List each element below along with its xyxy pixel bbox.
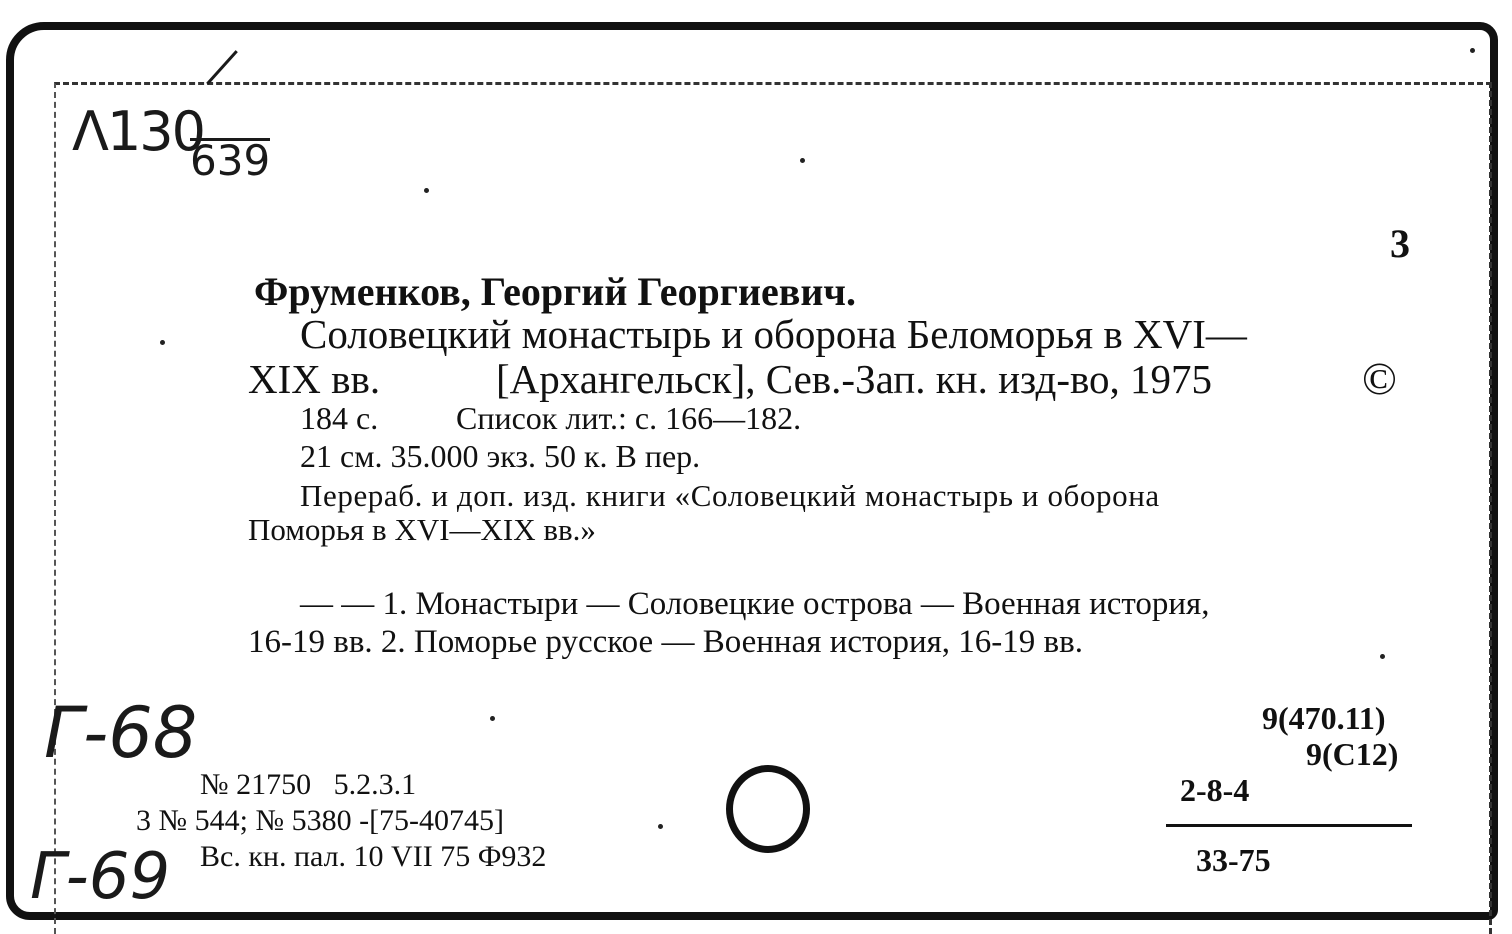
- bibliography: Список лит.: с. 166—182.: [456, 400, 802, 436]
- class-code-2: 9(С12): [1306, 736, 1399, 772]
- scan-speck: [800, 158, 805, 163]
- scan-speck: [490, 716, 495, 721]
- price-code: 33-75: [1196, 842, 1271, 878]
- author-heading: Фруменков, Георгий Георгиевич.: [254, 269, 856, 314]
- title-line-2: XIX вв.: [248, 356, 381, 402]
- pages: 184 с.: [300, 400, 379, 436]
- title-line-1: Соловецкий монастырь и оборона Беломорья в XVI—: [300, 311, 1247, 357]
- stamp-circle: [726, 765, 810, 853]
- format-line: 21 см. 35.000 экз. 50 к. В пер.: [300, 438, 701, 474]
- note-line-1: Перераб. и доп. изд. книги «Соловецкий монастырь и оборона: [300, 478, 1160, 513]
- copyright-symbol: ©: [1362, 353, 1397, 404]
- shelf-mark: [72, 100, 204, 163]
- shelf-mark-sub: 639: [190, 136, 271, 185]
- scan-speck: [1380, 654, 1385, 659]
- card-number: 3: [1390, 221, 1410, 266]
- scan-speck: [658, 824, 663, 829]
- class-divider: [1166, 824, 1412, 827]
- note-line-2: Поморья в XVI—XIX вв.»: [248, 512, 596, 547]
- author-mark: 2-8-4: [1180, 772, 1250, 808]
- scan-speck: [424, 188, 429, 193]
- subjects-line-2: 16-19 вв. 2. Поморье русское — Военная история, 16-19 вв.: [248, 624, 1083, 660]
- shelf-mark-main: Λ130: [72, 100, 205, 163]
- signed-line: Вс. кн. пал. 10 VII 75 Ф932: [200, 840, 547, 873]
- subjects-line-1: — — 1. Монастыри — Соловецкие острова — Военная история,: [300, 586, 1210, 622]
- scan-speck: [160, 340, 165, 345]
- order-line: 3 № 544; № 5380 -[75-40745]: [136, 804, 505, 837]
- record-number: № 21750 5.2.3.1: [200, 768, 417, 801]
- scan-speck: [1470, 48, 1475, 53]
- class-code-1: 9(470.11): [1262, 700, 1386, 736]
- handwritten-g69: Г-69: [30, 840, 171, 914]
- imprint: [Архангельск], Сев.-Зап. кн. изд-во, 1975: [496, 356, 1213, 402]
- handwritten-g68: Г-68: [44, 692, 198, 774]
